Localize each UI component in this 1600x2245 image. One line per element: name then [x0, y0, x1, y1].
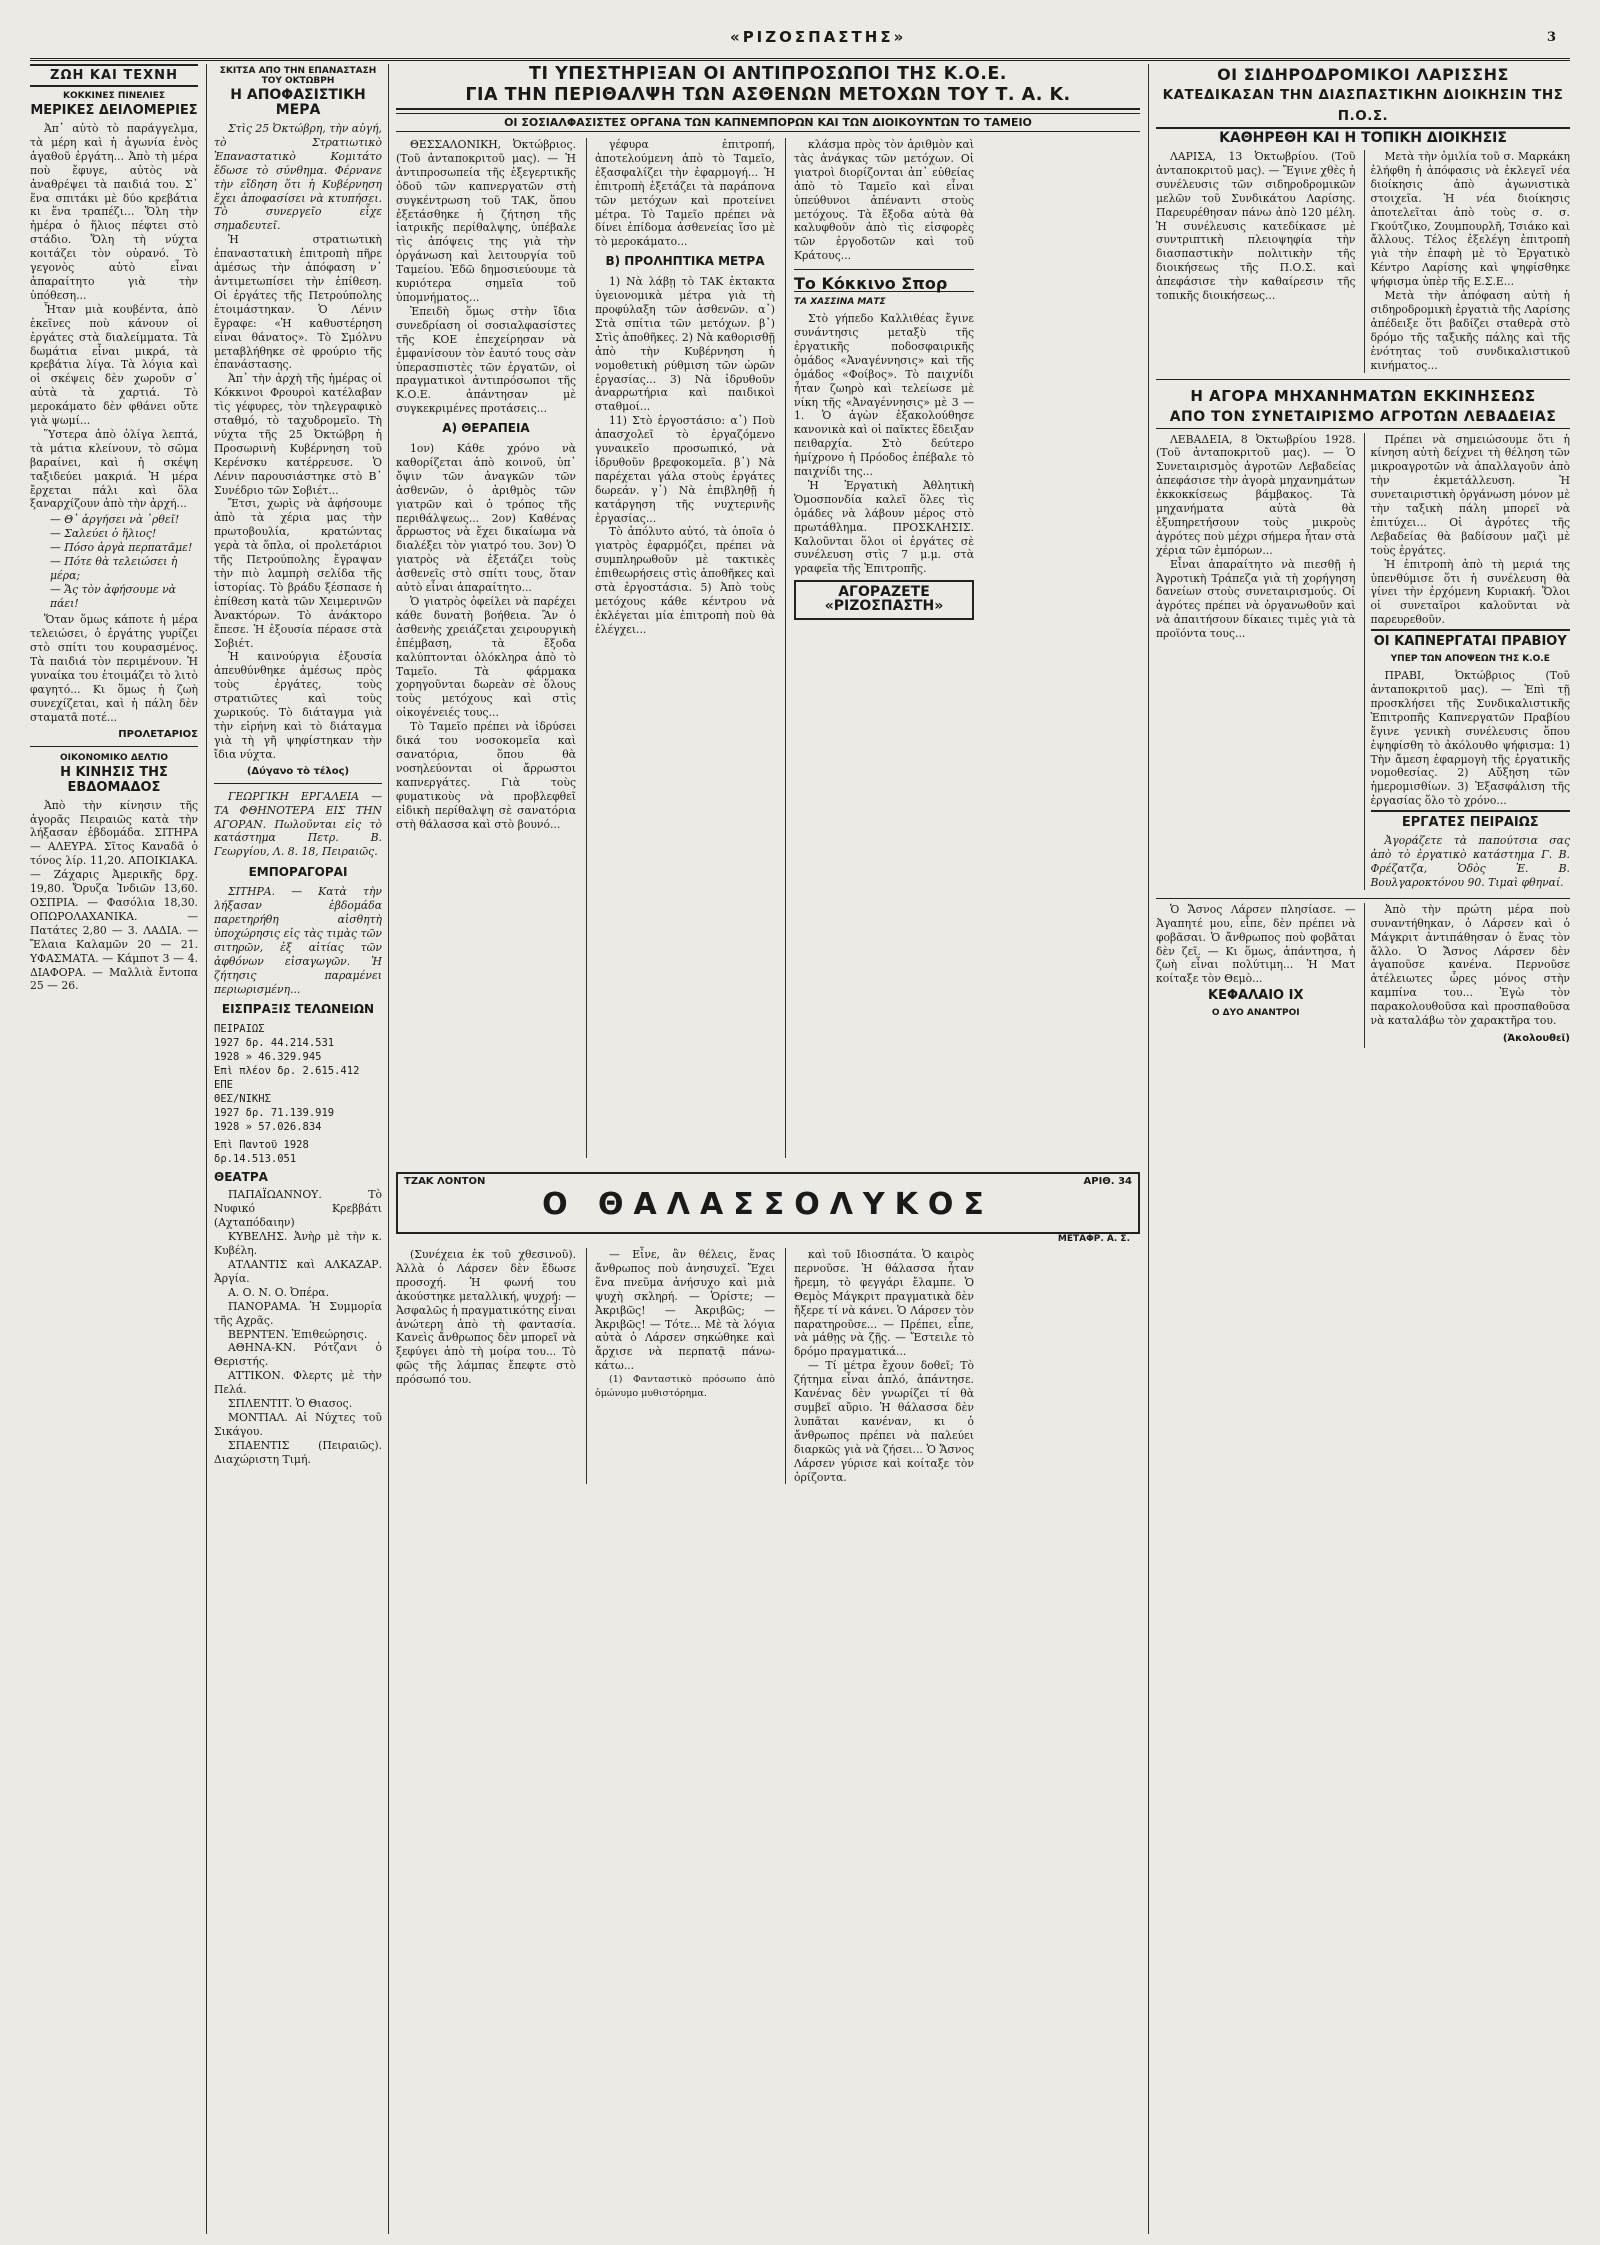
divider	[1156, 379, 1570, 380]
article-paragraph: Τὸ Ταμεῖο πρέπει νὰ ἱδρύσει δικά του νοσοκομεῖα καὶ σανατόρια, ὅπου θὰ νοσηλεύονται οἱ ἄρρωστοι καπνεργάτες. Γιὰ τοὺς φυματικοὺς νὰ προβλεφθεῖ εἰδικὴ περίθαλψη σὲ σανατόρια στὴ θάλασσα καὶ στὸ βουνό...	[396, 720, 576, 831]
column-life-and-art	[30, 64, 198, 2234]
serial-column	[586, 1248, 775, 1484]
headline-tak: ΓΙΑ ΤΗΝ ΠΕΡΙΘΑΛΨΗ ΤΩΝ ΑΣΘΕΝΩΝ ΜΕΤΟΧΩΝ ΤΟΥ Τ. Α. Κ.	[396, 85, 1140, 110]
serial-column	[785, 1248, 974, 1484]
page-number: 3	[1546, 30, 1556, 45]
article-paragraph: Ἔτσι, χωρὶς νὰ ἀφήσουμε ἀπὸ τὰ χέρια μας τὴν πρωτοβουλία, κρατώντας γερὰ τὰ ὅπλα, οἱ προλετάριοι τῆς Πετρούπολης ἔγραψαν τὴν πιὸ λαμπρὴ σελίδα τῆς ἱστορίας. Τὸ βράδυ ξέσπασε ἡ ἐπίθεση κατὰ τῶν Χειμερινῶν Ἀνακτόρων. Τὸ ἀνάκτορο ἔπεσε. Ἡ ἐξουσία πέρασε στὰ Σοβιέτ.	[214, 497, 382, 650]
serial-continues: (Ἀκολουθεῖ)	[1502, 1032, 1570, 1044]
trade-text: ΣΙΤΗΡΑ. — Κατὰ τὴν λήξασαν ἑβδομάδα παρετηρήθη αἰσθητὴ ὑποχώρησις εἰς τὰς τιμὰς τῶν σιτηρῶν, ἐξ αἰτίας τῶν ἀφθόνων εἰσαγωγῶν. Ἡ ζήτησις παραμένει περιωρισμένη...	[214, 885, 382, 996]
serial-paragraph: — Τί μέτρα ἔχουν δοθεῖ; Τὸ ζήτημα εἶναι ἀπλό, ἀπάντησε. Κανένας δὲν γνωρίζει τί θὰ συμβεῖ αὔριο. Ἡ θάλασσα δὲν λυπᾶται κανέναν, κι ὁ ἄνθρωπος πρέπει νὰ παλεύει διαρκῶς γιὰ νὰ ζήσει... Ὁ Ἄσνος Λάρσεν γύρισε καὶ κοίταξε τὸν ὁρίζοντα.	[794, 1359, 974, 1484]
headline-machinery-sub: ΑΠΟ ΤΟΝ ΣΥΝΕΤΑΙΡΙΣΜΟ ΑΓΡΟΤΩΝ ΛΕΒΑΔΕΙΑΣ	[1156, 407, 1570, 429]
theatre-listing: ΚΥΒΕΛΗΣ. Ἀνὴρ μὲ τὴν κ. Κυβέλη.	[214, 1230, 382, 1258]
column-centre	[396, 64, 1140, 2234]
receipts-city: ΘΕΣ/ΝΙΚΗΣ	[214, 1093, 271, 1106]
article-paragraph: 1) Νὰ λάβῃ τὸ ΤΑΚ ἐκτακτα ὑγειονομικὰ μέτρα γιὰ τὴ προφύλαξη τῶν ἀσθενῶν. α᾽) Στὰ σπίτια τῶν μετόχων. β᾽) Στὶς ἀποθῆκες. 2) Νὰ καθορισθῇ ἀπὸ τὴν Κυβέρνηση ἡ νομοθετικὴ ρύθμιση τῶν ὡρῶν ἐργασίας... 3) Νὰ ἱδρυθοῦν ἀναρρωτήρια καὶ παιδικοὶ σταθμοί...	[595, 275, 775, 414]
article-paragraph: ΘΕΣΣΑΛΟΝΙΚΗ, Ὀκτώβριος. (Τοῦ ἀνταποκριτοῦ μας). — Ἡ ἀντιπροσωπεία τῆς ἐξεγερτικῆς ὁδοῦ τῶν καπνεργατῶν στὴ συγκέντρωση τοῦ ΤΑΚ, ὅπου ἐξετάσθηκε ἡ ζήτηση τῆς ἰατρικῆς περίθαλψης, ὑπέβαλε τὶς ἀπόψεις της γιὰ τὴν ὀργάνωση καὶ λειτουργία τοῦ Ταμείου. Ἐδῶ δημοσιεύουμε τὰ κυριότερα σημεῖα τοῦ ὑπομνήματος...	[396, 138, 576, 304]
article-paragraph: Μετὰ τὴν ὁμιλία τοῦ σ. Μαρκάκη ἐλήφθη ἡ ἀπόφασις νὰ ἐκλεγεῖ νέα διοίκησις ἀπὸ ἀγωνιστικὰ στοιχεῖα. Ἡ νέα διοίκησις ἀποτελεῖται ἀπὸ τοὺς σ. σ. Γκούτζικο, Ζουμπουρλῆ, Τσιάκο καὶ ἄλλους. Τέλος ἐξελέγη ἐπιτροπὴ γιὰ τὴν ἐπαφὴ μὲ τὸ Ἐργατικὸ Κέντρο Λαρίσης καὶ ψηφίσθηκε ψήφισμα ὑπὲρ τῆς Ε.Σ.Ε...	[1370, 150, 1570, 289]
article-column	[1364, 433, 1571, 890]
headline-railway-third: ΚΑΘΗΡΕΘΗ ΚΑΙ Η ΤΟΠΙΚΗ ΔΙΟΙΚΗΣΙΣ	[1219, 130, 1507, 146]
article-paragraph: Ἡ στρατιωτικὴ ἐπαναστατικὴ ἐπιτροπὴ πῆρε ἀμέσως τὴν ἀπόφαση ν᾽ ἀντιμετωπίσει τὴν ἐπίθεση. Οἱ ἐργάτες τῆς Πετρούπολης ἑτοιμάστηκαν. Ὁ Λένιν ἔγραφε: «Ἡ καθυστέρηση εἶναι θάνατος». Τὸ Σμόλνυ μεταβλήθηκε σὲ φρούριο τῆς ἐπανάστασης.	[214, 233, 382, 372]
article-paragraph: Μετὰ τὴν ἀπόφαση αὐτὴ ἡ σιδηροδρομικὴ ἐργατιὰ τῆς Λαρίσης ἀπέδειξε ὅτι βαδίζει σταθερὰ στὸ δρόμο τῆς ταξικῆς πάλης καὶ τῆς ἑνότητας τοῦ συνδικαλιστικοῦ κινήματος...	[1370, 289, 1570, 372]
article-paragraph: Ἐπειδὴ ὅμως στὴν ἴδια συνεδρίαση οἱ σοσιαλφασίστες τῆς ΚΟΕ ἐπεχείρησαν νὰ ἐμφανίσουν τὸν ἑαυτό τους σὰν ὑπερασπιστὲς τῶν ἐργατῶν, οἱ πραγματικοὶ ἀντιπρόσωποι τῆς Κ.Ο.Ε. ἀπάντησαν μὲ συγκεκριμένες προτάσεις...	[396, 304, 576, 416]
serial-banner	[396, 1172, 1140, 1234]
serial-paragraph: Ὁ Ἄσνος Λάρσεν πλησίασε. — Ἀγαπητέ μου, εἶπε, δὲν πρέπει νὰ φοβᾶσαι. Ὁ ἄνθρωπος ποὺ φοβᾶται δὲν ζεῖ. — Κι ὅμως, ἀπάντησα, ἡ ζωὴ εἶναι πολύτιμη... Ἡ Ματ κοίταξε τὸν Θεμὸ...	[1156, 902, 1356, 986]
article-signature: ΠΡΟΛΕΤΑΡΙΟΣ	[118, 728, 198, 740]
article-column	[396, 138, 576, 1158]
serial-translator: ΜΕΤΑΦΡ. Α. Σ.	[1057, 1234, 1130, 1244]
trade-title: ΕΜΠΟΡΑΓΟΡΑΙ	[248, 865, 348, 880]
section-treatment: Α) ΘΕΡΑΠΕΙΑ	[442, 421, 530, 436]
article-paragraph: Ἀπ᾽ τὴν ἀρχὴ τῆς ἡμέρας οἱ Κόκκινοι Φρουροὶ κατέλαβαν τὶς γέφυρες, τὸν τηλεγραφικὸ σταθμό, τὸ ταχυδρομεῖο. Τὴ νύχτα τῆς 25 Ὀκτώβρη ἡ Προσωρινὴ Κυβέρνηση τοῦ Κερένσκυ κατέρρευσε. Ὁ Λένιν παρουσιάστηκε στὸ Β᾽ Συνέδριο τῶν Σοβιέτ...	[214, 372, 382, 497]
article-paragraph: γέφυρα ἐπιτροπή, ἀποτελούμενη ἀπὸ τὸ Ταμεῖο, ἐξασφαλίζει τὴν ἐφαρμογή... Ἡ ἐπιτροπὴ ἐξετάζει τὰ παράπονα τῶν μετόχων καὶ προτείνει μέτρα. Τὸ Ταμεῖο πρέπει νὰ δίνει ἐπίδομα ἀσθενείας ἴσο μὲ τὸ μεροκάματο...	[595, 138, 775, 249]
serial-paragraph: (Συνέχεια ἐκ τοῦ χθεσινοῦ). Ἀλλὰ ὁ Λάρσεν δὲν ἔδωσε προσοχή. Ἡ φωνή του ἀκούστηκε μεταλλική, ψυχρή: — Ἀσφαλῶς ἡ πραγματικότης εἶναι ἀνώτερη ἀπὸ τὴ φαντασία. Κανεὶς ἄνθρωπος δὲν μπορεῖ νὰ ξεφύγει ἀπὸ τὴ μοίρα του... Τὸ φῶς τῆς λάμπας ἔπεφτε στὸ πρόσωπό του.	[396, 1248, 576, 1387]
article-paragraph: Ὁ γιατρὸς ὀφείλει νὰ παρέχει κάθε δυνατὴ βοήθεια. Ἂν ὁ ἀσθενὴς χρειάζεται χειρουργικὴ ἐπέμβαση, τὰ ἔξοδα καλύπτονται ὁλόκληρα ἀπὸ τὸ Ταμεῖο. Τὰ φάρμακα χορηγοῦνται δωρεὰν σὲ ὅλους τοὺς μετόχους καὶ στὶς οἰκογένειές τους...	[396, 595, 576, 720]
newspaper-name: «ΡΙΖΟΣΠΑΣΤΗΣ»	[730, 28, 907, 46]
sport-text: Στὸ γήπεδο Καλλιθέας ἔγινε συνάντησις μεταξὺ τῆς ἐργατικῆς ποδοσφαιρικῆς ὁμάδος «Ἀναγέννησις» καὶ τῆς ὁμάδος «Φοίβος». Τὸ παιχνίδι ἦταν ζωηρὸ καὶ τελείωσε μὲ νίκη τῆς «Ἀναγέννησις» μὲ 3 — 1. Ὁ ἀγὼν ἐξακολούθησε κανονικὰ καὶ οἱ παῖκτες ἔδειξαν πειθαρχία. Στὸ δεύτερο ἡμίχρονο ἡ Πρόοδος ἐπέβαλε τὸ παιχνίδι της...	[794, 312, 974, 479]
theatre-listing: ΠΑΠΑΪΩΑΝΝΟΥ. Τὸ Νυφικό Κρεββάτι (Αχταπόδαιην)	[214, 1188, 382, 1230]
headline-kke: ΤΙ ΥΠΕΣΤΗΡΙΞΑΝ ΟΙ ΑΝΤΙΠΡΟΣΩΠΟΙ ΤΗΣ Κ.Ο.Ε.	[529, 64, 1007, 84]
headline-piraeus-workers: ΕΡΓΑΤΕΣ ΠΕΙΡΑΙΩΣ	[1371, 810, 1571, 830]
serial-paragraph: Ἀπὸ τὴν πρώτη μέρα ποὺ συναντήθηκαν, ὁ Λάρσεν καὶ ὁ Μάγκριτ ἀντιπάθησαν ὁ ἕνας τὸν ἄλλο. Ὁ Ἄσνος Λάρσεν δὲν ἀγαποῦσε κανένα. Περνοῦσε ἀτέλειωτες ὧρες μόνος στὴν καμπίνα του... Ἐγὼ τὸν παρακολουθοῦσα καὶ προσπαθοῦσα νὰ καταλάβω τὸν χαρακτῆρα του.	[1370, 902, 1570, 1028]
article-paragraph: Ὅταν ὅμως κάποτε ἡ μέρα τελειώσει, ὁ ἐργάτης γυρίζει στὸ σπίτι του κουρασμένος. Τὰ παιδιά τὸν περιμένουν. Ἡ γυναίκα του ἑτοιμάζει τὸ λιτὸ φαγητό... Κι ὅμως ἡ ζωὴ συνεχίζεται, καὶ ἡ πάλη δὲν σταματᾶ ποτέ...	[30, 613, 198, 724]
headline-railway-sub: ΚΑΤΕΔΙΚΑΣΑΝ ΤΗΝ ΔΙΑΣΠΑΣΤΙΚΗΝ ΔΙΟΙΚΗΣΙΝ ΤΗΣ Π.Ο.Σ.	[1156, 85, 1570, 129]
article-paragraph: Ἀπ᾽ αὐτὸ τὸ παράγγελμα, τὰ μέρη καὶ ἡ ἀγωνία ἑνὸς ἀγαθοῦ ἐργάτη... Ἀπὸ τὴ μέρα ποὺ ἔφυγε, αὐτὸς νὰ ἀναθρέψει τὰ παιδιά του. Σ᾽ ἕνα σπιτάκι μὲ δύο κρεβάτια κι ἕνα τραπέζι... Ὅλη τὴν ἡμέρα ὁ ἥλιος πέφτει στὸ στάδιο. Ὅλη τὴ νύχτα κοιτάζει τὸν οὐρανό. Τὸ γεγονὸς αὐτὸ εἶναι ἀπαραίτητο γιὰ τὴν ὑπόθεση...	[30, 122, 198, 302]
receipts-title: ΕΙΣΠΡΑΞΙΣ ΤΕΛΩΝΕΙΩΝ	[221, 1002, 375, 1017]
theatre-listing: ΒΕΡΝΤΕΝ. Ἐπιθεώρησις.	[228, 1327, 368, 1341]
subheadline: ΟΙ ΣΟΣΙΑΛΦΑΣΙΣΤΕΣ ΟΡΓΑΝΑ ΤΩΝ ΚΑΠΝΕΜΠΟΡΩΝ ΚΑΙ ΤΩΝ ΔΙΟΙΚΟΥΝΤΩΝ ΤΟ ΤΑΜΕΙΟ	[396, 113, 1140, 132]
masthead	[30, 14, 1570, 61]
article-paragraph: Ἡ ἐπιτροπὴ ἀπὸ τὴ μεριά της ὑπενθύμισε ὅτι ἡ συνέλευση θὰ γίνει τὴν ἐρχόμενη Κυριακή. Ὅλοι οἱ συνεταῖροι καλοῦνται νὰ παρευρεθοῦν.	[1370, 557, 1570, 627]
article-kicker: ΚΟΚΚΙΝΕΣ ΠΙΝΕΛΙΕΣ	[62, 91, 166, 101]
article-paragraph: ΛΕΒΑΔΕΙΑ, 8 Ὀκτωβρίου 1928. (Τοῦ ἀνταποκριτοῦ μας). — Ὁ Συνεταιρισμὸς ἀγροτῶν Λεβαδείας ἀπεφάσισε τὴν ἀγορὰ μηχανημάτων ἐκκοκκίσεως βάμβακος. Τὰ μηχανήματα αὐτὰ θὰ ἐξυπηρετήσουν τοὺς μικροὺς ἀγρότες ποὺ μέχρι σήμερα ἦταν στὰ χέρια τῶν ἐμπόρων...	[1156, 432, 1356, 557]
headline-pravi: ΟΙ ΚΑΠΝΕΡΓΑΤΑΙ ΠΡΑΒΙΟΥ	[1371, 629, 1571, 649]
receipts-city: ΠΕΙΡΑΙΩΣ	[214, 1023, 265, 1036]
article-paragraph: ΛΑΡΙΣΑ, 13 Ὀκτωβρίου. (Τοῦ ἀνταποκριτοῦ μας). — Ἔγινε χθὲς ἡ συνέλευσις τῶν σιδηροδρομικῶν μελῶν τοῦ Συνδικάτου Λαρίσης. Παρευρέθησαν πάνω ἀπὸ 120 μέλη. Ἡ συνέλευσις κατεδίκασε μὲ συντριπτικὴ πλειοψηφία τὴν διασπαστικὴν πολιτικὴν τῆς διοικήσεως τῆς Π.Ο.Σ. καὶ ἀπεφάσισε τὴν καθαίρεσιν τῆς τοπικῆς διοικήσεως...	[1156, 150, 1356, 303]
theatre-listing: ΜΟΝΤΙΑΛ. Αἱ Νύχτες τοῦ Σικάγου.	[214, 1410, 382, 1438]
article-column	[1156, 150, 1356, 373]
market-title: Η ΚΙΝΗΣΙΣ ΤΗΣ ΕΒΔΟΜΑΔΟΣ	[60, 764, 168, 795]
market-text: Ἀπὸ τὴν κίνησιν τῆς ἀγορᾶς Πειραιῶς κατὰ τὴν λήξασαν ἑβδομάδα. ΣΙΤΗΡΑ — ΑΛΕΥΡΑ. Σῖτος Καναδᾶ ὁ τόνος λίρ. 11,20. ΑΠΟΙΚΙΑΚΑ. — Ζάχαρις Ἀμερικῆς δρχ. 19,80. Ὄρυζα Ἰνδιῶν 13,60. ΟΣΠΡΙΑ. — Φασόλια 18,30. ΟΠΩΡΟΛΑΧΑΝΙΚΑ. — Πατάτες 2,80 — 3. ΛΑΔΙΑ. — Ἔλαια Καλαμῶν 20 — 21. ΥΦΑΣΜΑΤΑ. — Κάμποτ 3 — 4. ΔΙΑΦΟΡΑ. — Μαλλιὰ ἔντοπα 25 — 26.	[30, 798, 198, 993]
article-paragraph: Ὕστερα ἀπὸ ὀλίγα λεπτά, τὰ μάτια κλείνουν, τὸ σῶμα βαραίνει, καὶ ἡ σκέψη ταξιδεύει μακριά. Ἡ μέρα ἔρχεται πάλι καὶ ὅλα ξαναρχίζουν ἀπὸ τὴν ἀρχή...	[30, 427, 198, 511]
article-paragraph: Στὶς 25 Ὀκτώβρη, τὴν αὐγή, τὸ Στρατιωτικὸ Ἐπαναστατικὸ Κομιτάτο ἔδωσε τὸ σύνθημα. Φέρνανε τὴν εἴδηση ὅτι ἡ Κυβέρνηση ἔχει ἀποφασίσει νὰ κτυπήσει. Τὸ συνεργεῖο εἶχε σημαδευτεῖ.	[214, 122, 382, 233]
receipts-row: 1928 » 57.026.834	[214, 1121, 322, 1134]
theatre-listing: ΣΠΑΕΝΤΙΣ (Πειραιῶς). Διαχώριστη Τιμή.	[214, 1438, 382, 1466]
article-paragraph: Τὸ ἀπόλυτο αὐτό, τὰ ὁποῖα ὁ γιατρὸς ἐφαρμόζει, πρέπει νὰ συμπληρωθοῦν μὲ τακτικὲς ἐπιθεωρήσεις στὶς ἀποθῆκες καὶ στὰ ἐργοστάσια. 5) Ἀπὸ τοὺς μετόχους κάθε κέντρου νὰ ἐκλέγεται μία ἐπιτροπὴ ποὺ θὰ ἐλέγχει...	[595, 525, 775, 636]
article-paragraph: Πρέπει νὰ σημειώσουμε ὅτι ἡ κίνηση αὐτὴ δείχνει τὴ θέληση τῶν μικροαγροτῶν νὰ ἀπαλλαγοῦν ἀπὸ τὴν ἐκμετάλλευση. Ἡ συνεταιριστικὴ ὀργάνωση μόνον μὲ τὴν ταξικὴ πάλη μπορεῖ νὰ ἐπιτύχει... Οἱ ἀγρότες τῆς Λεβαδείας θὰ βαδίσουν μαζὶ μὲ τοὺς ἐργάτες.	[1370, 432, 1570, 557]
headline-railway: ΟΙ ΣΙΔΗΡΟΔΡΟΜΙΚΟΙ ΛΑΡΙΣΣΗΣ	[1217, 65, 1509, 84]
verse-line: — Ἄς τὸν ἀφήσουμε νὰ πάει!	[50, 583, 176, 611]
article-title: ΜΕΡΙΚΕΣ ΔΕΙΛΟΜΕΡΙΕΣ	[30, 103, 198, 118]
theatre-listing: Α. Ο. Ν. Ο. Ὀπέρα.	[228, 1285, 330, 1299]
headline-pravi-sub: ΥΠΕΡ ΤΩΝ ΑΠΟΨΕΩΝ ΤΗΣ Κ.Ο.Ε	[1390, 654, 1550, 665]
article-column	[586, 138, 775, 1158]
section-header: ΖΩΗ ΚΑΙ ΤΕΧΝΗ	[30, 64, 198, 87]
article-column	[785, 138, 974, 1158]
serial-column	[1156, 903, 1356, 1048]
article-paragraph: 11) Στὸ ἐργοστάσιο: α᾽) Ποὺ ἀπασχολεῖ τὸ ἐργαζόμενο γυναικεῖο προσωπικό, νὰ ἱδρυθοῦν βρεφοκομεῖα. β᾽) Νὰ παρέχεται γάλα στοὺς ἐργάτες δωρεάν. γ᾽) Νὰ ἐπιβληθῇ ἡ κατάργηση τῆς νυχτερινῆς ἐργασίας...	[595, 414, 775, 525]
theatre-list	[214, 1188, 382, 1466]
article-paragraph: κλάσμα πρὸς τὸν ἀριθμὸν καὶ τὰς ἀνάγκας τῶν μετόχων. Οἱ γιατροὶ διορίζονται ἀπ᾽ εὐθείας ἀπὸ τὸ Ταμεῖο καὶ εἶναι ὑπεύθυνοι ἀπέναντι στοὺς μετόχους. Τὰ ἔξοδα αὐτὰ θὰ καλυφθοῦν ἀπὸ τὶς εἰσφορὲς τῶν ἐργοδοτῶν καὶ τοῦ Κράτους...	[794, 138, 974, 263]
verse-line: — Πόσο ἀργὰ περπατᾶμε!	[50, 541, 193, 555]
theatre-listing: ΑΘΗΝΑ-ΚΝ. Ρότζανι ὁ Θεριστής.	[214, 1341, 382, 1369]
receipts-total: Ἐπὶ Παντοῦ 1928 δρ.14.513.051	[214, 1139, 309, 1166]
column-rule	[1148, 64, 1149, 2234]
chapter-subtitle: Ο ΔΥΟ ΑΝΑΝΤΡΟΙ	[1211, 1008, 1300, 1019]
headline-machinery: Η ΑΓΟΡΑ ΜΗΧΑΝΗΜΑΤΩΝ ΕΚΚΙΝΗΣΕΩΣ	[1190, 386, 1536, 405]
theatre-title: ΘΕΑΤΡΑ	[214, 1170, 268, 1185]
receipts-note: Ἐπὶ πλέον δρ. 2.615.412 ΕΠΕ	[214, 1065, 360, 1092]
verse-list	[30, 513, 198, 611]
article-paragraph: Ἀγοράζετε τὰ παπούτσια σας ἀπὸ τὸ ἐργατικὸ κατάστημα Γ. Β. Φρέζατζα, Ὁδὸς Ἐ. Β. Βουλγαροκτόνου 90. Τιμαὶ φθηναί.	[1370, 834, 1570, 889]
market-kicker: ΟΙΚΟΝΟΜΙΚΟ ΔΕΛΤΙΟ	[59, 752, 169, 763]
divider	[214, 783, 382, 784]
serial-title: Ο ΘΑΛΑΣΣΟΛΥΚΟΣ	[542, 1187, 994, 1222]
serial-column	[396, 1248, 576, 1484]
receipts-row: 1927 δρ. 44.214.531	[214, 1037, 335, 1050]
theatre-listing: ΣΠΛΕΝΤΙΤ. Ὁ Θιασος.	[228, 1397, 353, 1411]
serial-paragraph: καὶ τοῦ Ιδιοσπάτα. Ὁ καιρὸς περνοῦσε. Ἡ θάλασσα ἦταν ἤρεμη, τὸ φεγγάρι ἔλαμπε. Ὁ Θεμὸς Μάγκριτ πραγματικὰ δὲν ἤξερε τί νὰ κάνει. Ὁ Λάρσεν τὸν παρατηροῦσε... — Πρέπει, εἶπε, νὰ μάθῃς νὰ ζῇς. — Ἔστειλε τὸ δρόμο πραγματικά...	[794, 1248, 974, 1359]
chapter-title: ΚΕΦΑΛΑΙΟ IX	[1208, 988, 1304, 1004]
serial-author: ΤΖΑΚ ΛΟΝΤΟΝ	[404, 1176, 486, 1187]
sport-section-title: Το Κόκκινο Σπορ	[794, 276, 974, 292]
divider	[794, 269, 974, 270]
column-right	[1156, 64, 1570, 2234]
column-rule	[206, 64, 207, 2234]
sport-subtitle: ΤΑ ΧΑΣΣΙΝΑ ΜΑΤΣ	[794, 297, 886, 308]
theatre-listing: ΠΑΝΟΡΑΜΑ. Ἡ Συμμορία τῆς Αχρᾶς.	[214, 1299, 382, 1327]
article-kicker: ΣΚΙΤΣΑ ΑΠΟ ΤΗΝ ΕΠΑΝΑΣΤΑΣΗ ΤΟΥ ΟΚΤΩΒΡΗ	[219, 66, 377, 86]
divider	[30, 746, 198, 747]
article-column	[1156, 433, 1356, 890]
serial-number: ΑΡΙΘ. 34	[1083, 1176, 1132, 1187]
article-end-note: (Δύγανο τὸ τέλος)	[246, 765, 350, 777]
article-paragraph: Ἡ καινούργια ἐξουσία ἀπευθύνθηκε ἀμέσως πρὸς τοὺς ἐργάτες, τοὺς στρατιῶτες καὶ τοὺς χωρικούς. Τὸ διάταγμα γιὰ τὴν εἰρήνη καὶ τὸ διάταγμα γιὰ τὴ γῆ ψηφίστηκαν τὴν ἴδια νύχτα.	[214, 650, 382, 761]
article-paragraph: 1ον) Κάθε χρόνο νὰ καθορίζεται ἀπὸ κοινοῦ, ὑπ᾽ ὄψιν τῶν ἀναγκῶν τῶν ἀσθενῶν, ὁ ἀριθμὸς τῶν γιατρῶν καὶ ὁ τρόπος τῆς περιθάλψεως... 2ον) Καθένας ἄρρωστος νὰ ἔχει δικαίωμα νὰ διαλέξει τὸν γιατρό του. 3ον) Ὁ γιατρὸς νὰ ἐξετάζει τοὺς ἀσθενεῖς στὸ σπίτι τους, ὅταν αὐτὸ εἶναι ἀπαραίτητο...	[396, 442, 576, 595]
column-rule	[388, 64, 389, 2234]
verse-line: — Πότε θὰ τελειώσει ἡ μέρα;	[50, 555, 178, 583]
verse-line: — Θ᾽ ἀργήσει νὰ ᾽ρθεῖ!	[50, 513, 180, 527]
serial-paragraph: — Εἶνε, ἂν θέλεις, ἕνας ἄνθρωπος ποὺ ἀνησυχεῖ. Ἔχει ἕνα πνεῦμα ἀνήσυχο καὶ μιὰ ψυχὴ σκληρή. — Ὁρίστε; — Ἀκριβῶς! — Ἀκριβῶς; — Ἀκριβῶς! — Τότε... Μὲ τὰ λόγια αὐτὰ ὁ Λάρσεν σηκώθηκε καὶ ἄρχισε νὰ περπατᾷ πάνω-κάτω...	[595, 1248, 775, 1373]
serial-footnote: (1) Φανταστικὸ πρόσωπο ἀπὸ ὁμώνυμο μυθιστόρημα.	[595, 1374, 775, 1400]
article-paragraph: ΠΡΑΒΙ, Ὀκτώβριος (Τοῦ ἀνταποκριτοῦ μας). — Ἐπὶ τῇ προσκλήσει τῆς Συνδικαλιστικῆς Ἐπιτροπῆς Καπνεργατῶν Πραβίου ἔγινε γενικὴ συνέλευσις ὅπου ἐψηφίσθη τὸ ἀκόλουθο ψήφισμα: 1) Τὴν ἄμεση ἐφαρμογὴ τῆς ἐργατικῆς νομοθεσίας. 2) Αὔξηση τῶν ἡμερομισθίων. 3) Ἐξασφάλιση τῆς ἐργασίας ὅλο τὸ χρόνο...	[1370, 669, 1570, 808]
serial-column	[1364, 903, 1571, 1048]
receipts-row: 1927 δρ. 71.139.919	[214, 1107, 335, 1120]
classified-ad: ΓΕΩΡΓΙΚΗ ΕΡΓΑΛΕΙΑ — ΤΑ ΦΘΗΝΟΤΕΡΑ ΕΙΣ ΤΗΝ ΑΓΟΡΑΝ. Πωλοῦνται εἰς τὸ κατάστημα Πετρ. Β. Γεωργίου, Λ. 8. 18, Πειραιῶς.	[214, 789, 382, 859]
article-title: Η ΑΠΟΦΑΣΙΣΤΙΚΗ ΜΕΡΑ	[230, 87, 366, 118]
receipts-row: 1928 » 46.329.945	[214, 1051, 322, 1064]
article-paragraph: Ἦταν μιὰ κουβέντα, ἀπὸ ἐκεῖνες ποὺ κάνουν οἱ ἐργάτες στὰ διαλείμματα. Τὰ δωμάτια εἶναι μικρά, τὰ κρεβάτια λίγα. Τὰ λόγια καὶ οἱ σκέψεις δὲν χωροῦν σ᾽ αὐτὰ τὰ χαρτιά. Τὸ μεροκάματο δὲν φθάνει οὔτε γιὰ ψωμί...	[30, 302, 198, 428]
sport-text: Ἡ Ἐργατικὴ Ἀθλητικὴ Ὁμοσπονδία καλεῖ ὅλες τὶς ὁμάδες νὰ λάβουν μέρος στὸ πρωτάθλημα. ΠΡΟΣΚΛΗΣΙΣ. Καλοῦνται ὅλοι οἱ ἐργάτες σὲ συνέλευση στὶς 7 μ.μ. στὰ γραφεῖα τῆς Ἐπιτροπῆς.	[794, 478, 974, 576]
buy-rizospastis-ad: ΑΓΟΡΑΖΕΤΕ «ΡΙΖΟΣΠΑΣΤΗ»	[794, 580, 974, 620]
theatre-listing: ΑΤΤΙΚΟΝ. Φλερτς μὲ τὴν Πελά.	[214, 1369, 382, 1397]
section-preventive: Β) ΠΡΟΛΗΠΤΙΚΑ ΜΕΤΡΑ	[605, 254, 765, 269]
article-paragraph: Εἶναι ἀπαραίτητο νὰ πιεσθῇ ἡ Ἀγροτικὴ Τράπεζα γιὰ τὴ χορήγηση δανείων στοὺς συνεταιρισμούς. Οἱ ἀγρότες πρέπει νὰ ὀργανωθοῦν καὶ νὰ ἀπαιτήσουν δίκαιες τιμὲς γιὰ τὰ προϊόντα τους...	[1156, 557, 1356, 641]
verse-line: — Σαλεύει ὁ ἥλιος!	[50, 527, 157, 541]
column-october-sketches	[214, 64, 382, 2234]
article-column	[1364, 150, 1571, 373]
theatre-listing: ΑΤΛΑΝΤΙΣ καὶ ΑΛΚΑΖΑΡ. Ἀργία.	[214, 1258, 382, 1285]
receipts-table	[214, 1022, 382, 1166]
